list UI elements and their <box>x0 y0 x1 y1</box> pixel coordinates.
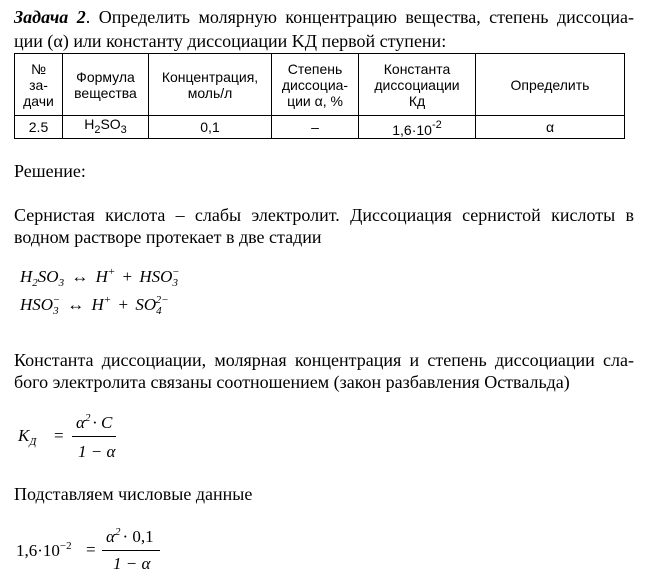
table-header-row <box>15 54 625 116</box>
cell-find: α <box>476 116 625 139</box>
cell-concentration: 0,1 <box>149 116 272 139</box>
task-line-1 <box>14 6 634 28</box>
header-constant: Константа диссоциации Кд <box>359 54 476 116</box>
header-degree: Степень диссоциа- ции α, % <box>272 54 359 116</box>
paragraph-3: Подставляем числовые данные <box>14 484 253 504</box>
formula-1 <box>14 408 154 470</box>
header-concentration: Концентрация, моль/л <box>149 54 272 116</box>
formula-1-equals: = <box>54 426 64 445</box>
task-line-2: ции (α) или константу диссоциации KД первой ступени: <box>14 31 447 51</box>
table-row <box>15 116 625 139</box>
formula-1-fraction-bar <box>72 436 116 437</box>
formula-1-lhs: $K_Д$ <box>18 426 37 448</box>
formula-2-lhs: $1,6\cdot 10^{-2}$ <box>16 540 72 560</box>
header-formula: Формула вещества <box>63 54 149 116</box>
formula-1-denominator: 1 − α <box>78 442 116 461</box>
paragraph-1-line-1: Сернистая кислота – слабы электролит. Диссоциация сернистой кислоты в <box>14 205 634 225</box>
cell-formula: $H_2SO_3$ <box>63 116 149 139</box>
formula-2 <box>14 522 214 580</box>
formula-2-denominator: 1 − α <box>113 554 151 573</box>
header-number: № за- дачи <box>15 54 63 116</box>
task-label: Задача 2 <box>14 7 86 27</box>
task-text-1: . Определить молярную концентрацию вещества, степень диссоциа- <box>85 7 634 27</box>
equation-1: $H_2SO_3$ ↔ $H^+ + HSO_3^-$ <box>20 266 180 289</box>
formula-1-numerator: $\alpha^2 \cdot C$ <box>76 412 113 432</box>
solution-label: Решение: <box>14 161 86 181</box>
cell-degree: – <box>272 116 359 139</box>
cell-constant: $1,6\cdot 10^{-2}$ <box>359 116 476 139</box>
paragraph-2-line-1: Константа диссоциации, молярная концентрация и степень диссоциации сла- <box>14 350 634 370</box>
task-table <box>14 53 625 139</box>
paragraph-2-line-2: бого электролита связаны соотношением (закон разбавления Оствальда) <box>14 372 570 392</box>
paragraph-1-line-2: водном растворе протекает в две стадии <box>14 227 322 247</box>
cell-number: 2.5 <box>15 116 63 139</box>
header-find: Определить <box>476 54 625 116</box>
equation-2: $HSO_3^-$ ↔ $H^+ + SO_4^{2-}$ <box>20 294 169 317</box>
formula-2-numerator: $\alpha^2 \cdot 0,1$ <box>106 526 154 546</box>
formula-2-equals: = <box>86 540 96 559</box>
formula-2-fraction-bar <box>102 550 160 551</box>
